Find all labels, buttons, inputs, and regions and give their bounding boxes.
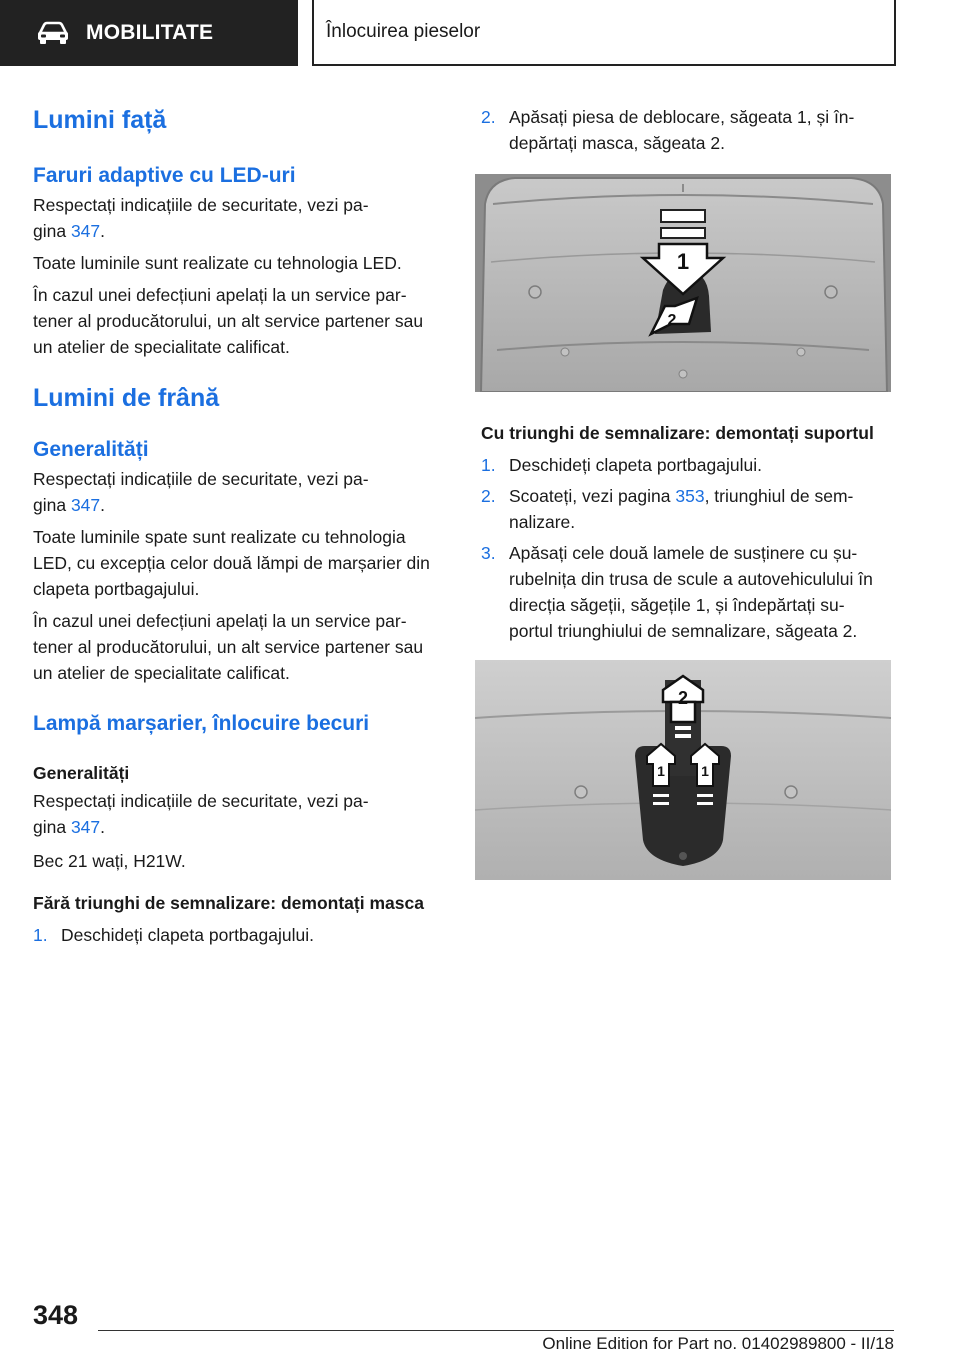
right-column [481,100,891,880]
step-number: 2. [481,486,496,506]
page-link-347[interactable]: 347 [70,221,101,241]
paragraph-safety-3: Respectați indicațiile de securitate, vezi pa‐ gina 347. [33,791,369,837]
page-link-347[interactable]: 347 [70,817,101,837]
heading-adaptive-led: Faruri adaptive cu LED-uri [33,164,296,187]
step-number: 1. [481,455,496,475]
figure-triangle-holder [475,660,891,880]
left-column [33,100,443,948]
step-text: Deschideți clapeta portbagajului. [509,455,762,475]
heading-with-triangle: Cu triunghi de semnalizare: demontați suportul [481,423,874,443]
list-item [481,540,891,644]
heading-reverse-lamp: Lampă marșarier, înlocuire becuri [33,712,370,735]
step-text: Apăsați cele două lamele de susținere cu șu‐ rubelnița din trusa de scule a autovehiculului în direcția săgeții, săgețile 1, și îndepărtați su‐ portul triunghiului de semnalizare, săgeata 2. [509,543,873,641]
page-link-347[interactable]: 347 [70,495,101,515]
step-text: Apăsați piesa de deblocare, săgeata 1, și în‐ depărtați masca, săgeata 2. [509,107,855,153]
footer-edition: Online Edition for Part no. 01402989800 - II/18 [542,1334,894,1353]
paragraph-bulb: Bec 21 wați, H21W. [33,851,186,871]
triangle-holder-illustration [475,660,891,880]
step-text: Deschideți clapeta portbagajului. [61,925,314,945]
page-number: 348 [33,1300,79,1330]
tailgate-mask-illustration [475,174,891,392]
figure-tailgate-mask [475,174,891,392]
arrow-label-1: 1 [676,249,690,274]
chapter-tab[interactable] [0,0,298,66]
paragraph-safety-1: Respectați indicațiile de securitate, vezi pa‐ gina 347. [33,195,369,241]
arrow-label-1a: 1 [657,763,665,779]
list-item [481,452,891,478]
section-title: Înlocuirea pieselor [326,21,481,42]
step-number: 1. [33,925,48,945]
list-item [481,483,891,535]
heading-general-2: Generalități [33,763,130,783]
heading-front-lights: Lumini față [33,106,167,134]
list-item [33,922,443,948]
footer-divider [98,1330,894,1331]
paragraph-service-1: În cazul unei defecțiuni apelați la un service par‐ tener al producătorului, un alt service partener sau un atelier de specialitate calificat. [33,285,424,357]
arrow-label-1b: 1 [701,763,709,779]
paragraph-service-2: În cazul unei defecțiuni apelați la un service par‐ tener al producătorului, un alt service partener sau un atelier de specialitate calificat. [33,611,424,683]
list-item [481,104,891,156]
paragraph-rear-led: Toate luminile spate sunt realizate cu tehnologia LED, cu excepția celor două lămpi de marșarier din clapeta portbagajului. [33,527,430,599]
step-number: 2. [481,107,496,127]
paragraph-safety-2: Respectați indicațiile de securitate, vezi pa‐ gina 347. [33,469,369,515]
section-title-box [312,0,896,66]
heading-general-1: Generalități [33,438,149,461]
step-text: Scoateți, vezi pagina 353, triunghiul de sem‐ nalizare. [509,486,854,532]
page-link-353[interactable]: 353 [675,486,705,506]
chapter-label: MOBILITATE [86,21,214,44]
heading-without-triangle: Fără triunghi de semnalizare: demontați masca [33,893,424,913]
car-icon [36,21,70,45]
arrow-label-2: 2 [667,312,677,329]
arrow-label-2: 2 [677,688,689,708]
paragraph-led-tech: Toate luminile sunt realizate cu tehnologia LED. [33,253,402,273]
step-number: 3. [481,543,496,563]
heading-brake-lights: Lumini de frână [33,384,220,412]
